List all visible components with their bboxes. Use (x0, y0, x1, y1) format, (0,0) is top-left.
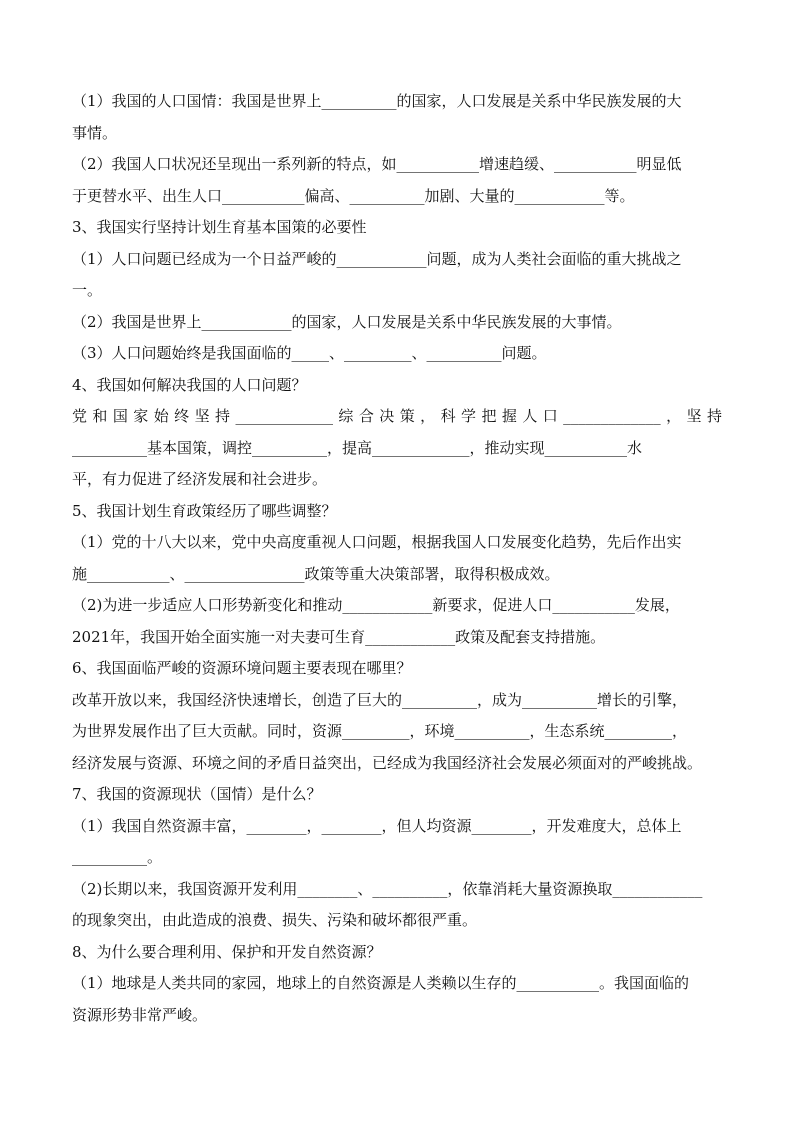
section-heading: 7、我国的资源现状（国情）是什么？ (72, 785, 322, 803)
section-heading: 5、我国计划生育政策经历了哪些调整？ (72, 501, 337, 520)
text-line: 2021年，我国开始全面实施一对夫妻可生育____________政策及配套支持措施。 (72, 627, 606, 646)
text-line: __________。 (72, 848, 163, 866)
text-line: 改革开放以来，我国经济快速增长，创造了巨大的__________，成为__________增长的引擎， (72, 690, 688, 709)
text-line: （2）我国是世界上____________的国家，人口发展是关系中华民族发展的大事情。 (72, 312, 622, 331)
text-line: 的现象突出，由此造成的浪费、损失、污染和破坏都很严重。 (72, 911, 478, 929)
text-line: 事情。 (72, 123, 118, 142)
text-line: （3）人口问题始终是我国面临的_____、_________、__________问题。 (72, 344, 547, 362)
text-line: __________基本国策，调控__________，提高_____________，推动实现___________水 (72, 438, 643, 457)
section-heading: 3、我国实行坚持计划生育基本国策的必要性 (72, 218, 367, 236)
section-heading: 6、我国面临严峻的资源环境问题主要表现在哪里？ (72, 659, 412, 677)
text-line: 一。 (72, 281, 103, 299)
text-line: 施___________、________________政策等重大决策部署，取得积极成效。 (72, 564, 560, 583)
text-line: （2)为进一步适应人口形势新变化和推动____________新要求，促进人口___________发展， (72, 596, 680, 614)
document-page (72, 86, 722, 1031)
text-line: 平，有力促进了经济发展和社会进步。 (72, 470, 328, 488)
section-heading: 8、为什么要合理利用、保护和开发自然资源？ (72, 942, 382, 961)
text-line: （1）党的十八大以来，党中央高度重视人口问题，根据我国人口发展变化趋势，先后作出实 (72, 533, 682, 551)
text-line: （2）我国人口状况还呈现出一系列新的特点，如___________增速趋缓、___________明显低 (72, 155, 682, 173)
text-line: （1）地球是人类共同的家园，地球上的自然资源是人类赖以生存的___________。我国面临的 (72, 974, 690, 992)
text-line: 资源形势非常严峻。 (72, 1005, 208, 1024)
text-line: 党和国家始终坚持_____________综合决策，科学把握人口_____________，坚持 (72, 407, 722, 425)
section-heading: 4、我国如何解决我国的人口问题？ (72, 375, 307, 394)
text-line: （2)长期以来，我国资源开发利用________、__________，依靠消耗大量资源换取____________ (72, 879, 703, 898)
text-line: 为世界发展作出了巨大贡献。同时，资源_________，环境__________，生态系统_________， (72, 722, 688, 740)
text-line: 经济发展与资源、环境之间的矛盾日益突出，已经成为我国经济社会发展必须面对的严峻挑战。 (72, 753, 703, 772)
text-line: （1）我国的人口国情：我国是世界上__________的国家，人口发展是关系中华民族发展的大 (72, 92, 682, 110)
text-line: （1）人口问题已经成为一个日益严峻的____________问题，成为人类社会面临的重大挑战之 (72, 249, 682, 268)
text-line: 于更替水平、出生人口___________偏高、__________加剧、大量的____________等。 (72, 186, 635, 205)
text-line: （1）我国自然资源丰富，________，________，但人均资源________，开发难度大，总体上 (72, 816, 682, 835)
